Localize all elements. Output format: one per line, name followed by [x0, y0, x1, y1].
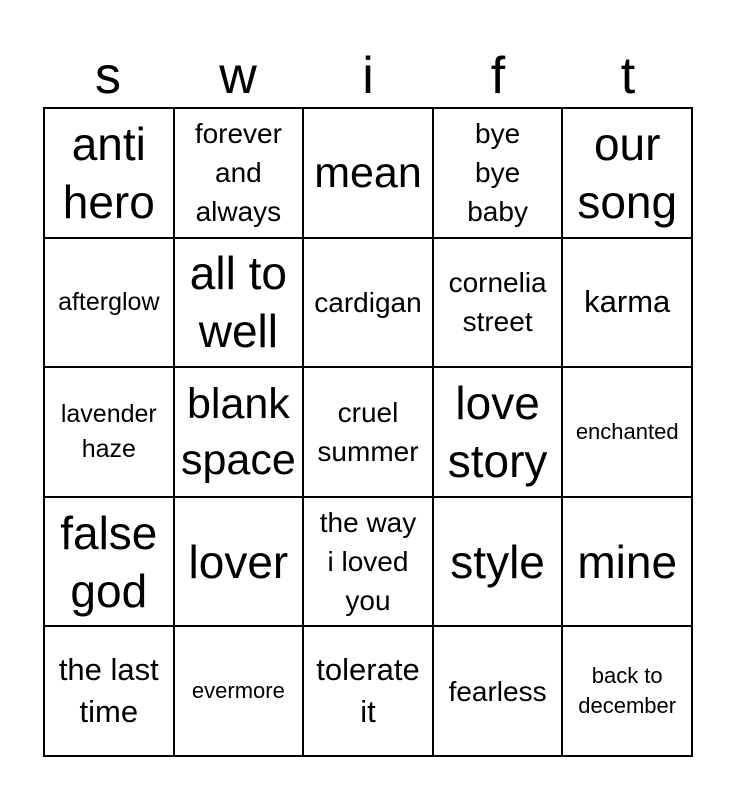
cell-label: all to well: [189, 247, 287, 358]
bingo-cell[interactable]: [562, 626, 692, 756]
cell-label: evermore: [191, 678, 285, 704]
cell-label: tolerate it: [316, 652, 420, 730]
header-letter-w: w: [219, 47, 257, 105]
bingo-cell[interactable]: [433, 497, 563, 627]
cell-label: mean: [314, 148, 422, 197]
bingo-board: [43, 107, 693, 757]
bingo-header: [43, 44, 693, 108]
header-letter-t: t: [620, 47, 636, 105]
cell-label: cruel summer: [317, 396, 419, 467]
bingo-cell[interactable]: [174, 497, 304, 627]
bingo-cell[interactable]: [44, 367, 174, 497]
bingo-cell[interactable]: [433, 238, 563, 368]
cell-label: karma: [584, 284, 671, 320]
cell-label: back to december: [578, 663, 677, 719]
bingo-cell[interactable]: [303, 497, 433, 627]
bingo-cell[interactable]: [433, 108, 563, 238]
bingo-cell[interactable]: [303, 626, 433, 756]
bingo-cell[interactable]: [44, 238, 174, 368]
bingo-cell[interactable]: [562, 238, 692, 368]
cell-label: lavender haze: [60, 399, 157, 463]
bingo-cell[interactable]: [303, 238, 433, 368]
cell-label: false god: [60, 506, 158, 617]
cell-label: love story: [447, 376, 548, 487]
cell-label: the way i loved you: [319, 507, 417, 617]
header-letter-f: f: [490, 47, 506, 105]
bingo-cell[interactable]: [174, 626, 304, 756]
cell-label: anti hero: [62, 117, 155, 228]
cell-label: forever and always: [194, 118, 282, 228]
cell-label: fearless: [448, 675, 547, 707]
cell-label: cardigan: [314, 286, 422, 318]
cell-label: enchanted: [575, 418, 679, 444]
header-letter-s: s: [95, 47, 121, 105]
cell-label: afterglow: [58, 287, 160, 316]
bingo-cell[interactable]: [433, 367, 563, 497]
cell-label: blank space: [181, 379, 296, 484]
bingo-cell[interactable]: [303, 108, 433, 238]
bingo-cell[interactable]: [433, 626, 563, 756]
header-letter-i: i: [362, 47, 374, 105]
cell-label: the last time: [58, 652, 159, 730]
cell-label: cornelia street: [448, 267, 547, 338]
bingo-cell[interactable]: [174, 367, 304, 497]
bingo-cell[interactable]: [562, 497, 692, 627]
cell-label: style: [450, 535, 545, 588]
bingo-cell[interactable]: [174, 108, 304, 238]
cell-label: bye bye baby: [467, 118, 528, 228]
bingo-cell[interactable]: [562, 367, 692, 497]
bingo-cell[interactable]: [174, 238, 304, 368]
bingo-cell[interactable]: [44, 108, 174, 238]
bingo-cell[interactable]: [44, 497, 174, 627]
cell-label: lover: [188, 535, 289, 588]
bingo-cell[interactable]: [562, 108, 692, 238]
cell-label: our song: [577, 117, 678, 228]
bingo-cell[interactable]: [303, 367, 433, 497]
cell-label: mine: [577, 535, 678, 588]
bingo-cell[interactable]: [44, 626, 174, 756]
